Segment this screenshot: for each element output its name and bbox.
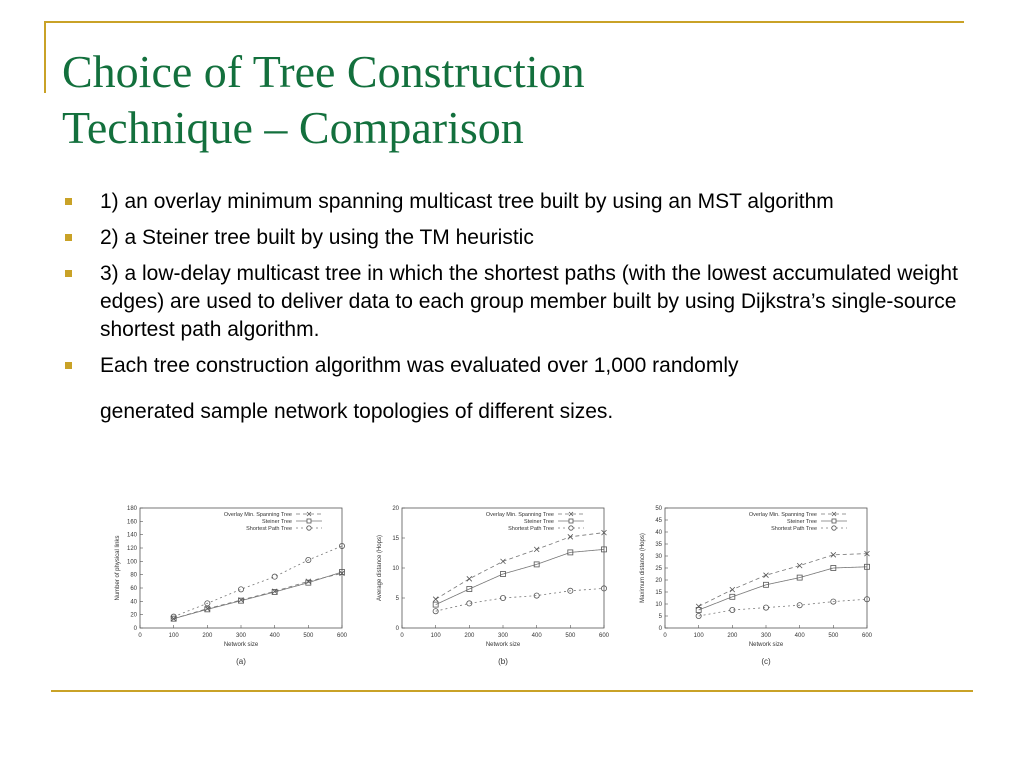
data-point-circle [238, 587, 243, 592]
y-tick-label: 5 [658, 614, 662, 620]
x-tick-label: 300 [235, 633, 247, 639]
x-tick-label: 300 [497, 633, 509, 639]
x-axis-label: Network size [223, 642, 259, 648]
chart-caption: (a) [236, 657, 246, 666]
y-tick-label: 80 [130, 572, 137, 579]
legend-label: Shortest Path Tree [771, 526, 817, 532]
data-point-x [467, 576, 472, 581]
bullet-text: 2) a Steiner tree built by using the TM heuristic [100, 226, 534, 249]
y-tick-label: 20 [130, 612, 137, 619]
x-tick-label: 500 [828, 633, 839, 639]
series-line [436, 533, 604, 600]
x-tick-label: 400 [531, 633, 542, 639]
legend-marker-circle [832, 526, 836, 530]
left-rule [44, 21, 46, 93]
x-tick-label: 600 [336, 633, 348, 639]
series-line [699, 599, 867, 616]
title-line-2: Technique – Comparison [62, 102, 524, 153]
legend-label: Overlay Min. Spanning Tree [748, 512, 817, 518]
legend-label: Steiner Tree [787, 519, 817, 525]
bullet-text-continued: generated sample network topologies of different sizes. [100, 400, 614, 423]
plot-frame [402, 508, 604, 628]
data-point-x [696, 604, 701, 609]
bullet-text: 3) a low-delay multicast tree in which the shortest paths (with the lowest accumulated weight edges) are used to deliver data to each group member built by using Dijkstra’s single-source shortest path algorithm. [100, 262, 958, 341]
bullet-square-icon [65, 362, 72, 369]
bullet-item [62, 224, 962, 252]
legend-marker-circle [569, 526, 573, 530]
y-axis-label: Average distance (Hops) [377, 535, 383, 601]
y-tick-label: 30 [655, 554, 662, 560]
chart-b-svg [372, 498, 617, 678]
legend-label: Overlay Min. Spanning Tree [223, 512, 292, 518]
y-tick-label: 120 [126, 546, 137, 552]
data-point-x [433, 597, 438, 602]
y-tick-label: 5 [395, 596, 399, 602]
x-tick-label: 400 [269, 633, 280, 639]
y-tick-label: 15 [655, 590, 662, 596]
x-tick-label: 200 [202, 633, 213, 639]
bullet-text: 1) an overlay minimum spanning multicast tree built by using an MST algorithm [100, 190, 834, 213]
chart-group [110, 498, 880, 678]
x-tick-label: 400 [794, 633, 805, 639]
data-point-x [501, 559, 506, 564]
y-tick-label: 50 [655, 506, 662, 512]
legend-label: Shortest Path Tree [246, 526, 292, 532]
bullet-item [62, 188, 962, 216]
data-point-x [797, 563, 802, 568]
y-tick-label: 40 [655, 530, 662, 536]
y-tick-label: 35 [655, 542, 662, 548]
legend-label: Steiner Tree [524, 519, 554, 525]
y-tick-label: 180 [126, 506, 137, 512]
x-axis-label: Network size [485, 642, 521, 648]
plot-frame [140, 508, 342, 628]
data-point-x [831, 552, 836, 557]
x-axis-label: Network size [748, 642, 784, 648]
series-line [174, 546, 342, 617]
legend-label: Shortest Path Tree [508, 526, 554, 532]
chart-caption: (c) [761, 657, 771, 666]
data-point-x [764, 573, 769, 578]
y-tick-label: 20 [392, 506, 399, 512]
bullet-text: Each tree construction algorithm was evaluated over 1,000 randomly [100, 354, 739, 377]
y-tick-label: 10 [655, 602, 662, 608]
slide-title [62, 44, 962, 156]
legend-marker-square [569, 519, 573, 523]
x-tick-label: 100 [693, 633, 704, 639]
x-tick-label: 100 [430, 633, 441, 639]
y-tick-label: 45 [655, 518, 662, 524]
y-tick-label: 160 [126, 519, 137, 526]
series-line [699, 554, 867, 607]
y-tick-label: 0 [658, 626, 662, 632]
x-tick-label: 600 [598, 633, 610, 639]
y-tick-label: 0 [395, 626, 399, 632]
chart-caption: (b) [498, 657, 508, 666]
x-tick-label: 100 [168, 633, 179, 639]
y-tick-label: 140 [126, 532, 137, 539]
bullet-item [62, 260, 962, 344]
bullet-square-icon [65, 270, 72, 277]
series-line [436, 549, 604, 604]
y-tick-label: 40 [130, 599, 137, 606]
y-tick-label: 20 [655, 578, 662, 584]
y-tick-label: 0 [133, 626, 137, 632]
x-tick-label: 0 [138, 633, 142, 639]
chart-b [372, 498, 617, 678]
legend-marker-square [832, 519, 836, 523]
y-tick-label: 60 [130, 586, 137, 592]
x-tick-label: 0 [663, 633, 667, 639]
y-tick-label: 25 [655, 566, 662, 572]
x-tick-label: 200 [464, 633, 475, 639]
y-tick-label: 10 [392, 566, 399, 572]
bullet-square-icon [65, 198, 72, 205]
data-point-x [534, 547, 539, 552]
x-tick-label: 600 [861, 633, 873, 639]
x-tick-label: 500 [303, 633, 314, 639]
bullet-square-icon [65, 234, 72, 241]
legend-marker-circle [307, 526, 311, 530]
y-axis-label: Number of physical links [115, 535, 121, 601]
x-tick-label: 0 [400, 633, 404, 639]
legend-label: Steiner Tree [262, 519, 292, 525]
chart-c [635, 498, 880, 678]
chart-a-svg [110, 498, 355, 678]
data-point-circle [272, 574, 277, 579]
bottom-rule [51, 690, 973, 692]
legend-marker-square [307, 519, 311, 523]
x-tick-label: 200 [727, 633, 738, 639]
chart-c-svg [635, 498, 880, 678]
y-tick-label: 15 [392, 536, 399, 542]
legend-label: Overlay Min. Spanning Tree [485, 512, 554, 518]
series-line [436, 588, 604, 611]
y-tick-label: 100 [126, 559, 137, 566]
x-tick-label: 300 [760, 633, 772, 639]
title-line-1: Choice of Tree Construction [62, 46, 585, 97]
top-rule [46, 21, 964, 23]
bullet-list [62, 188, 962, 434]
bullet-item [62, 352, 962, 426]
data-point-x [730, 587, 735, 592]
series-line [699, 567, 867, 610]
y-axis-label: Maximum distance (Hops) [640, 533, 646, 603]
chart-a [110, 498, 355, 678]
x-tick-label: 500 [565, 633, 576, 639]
